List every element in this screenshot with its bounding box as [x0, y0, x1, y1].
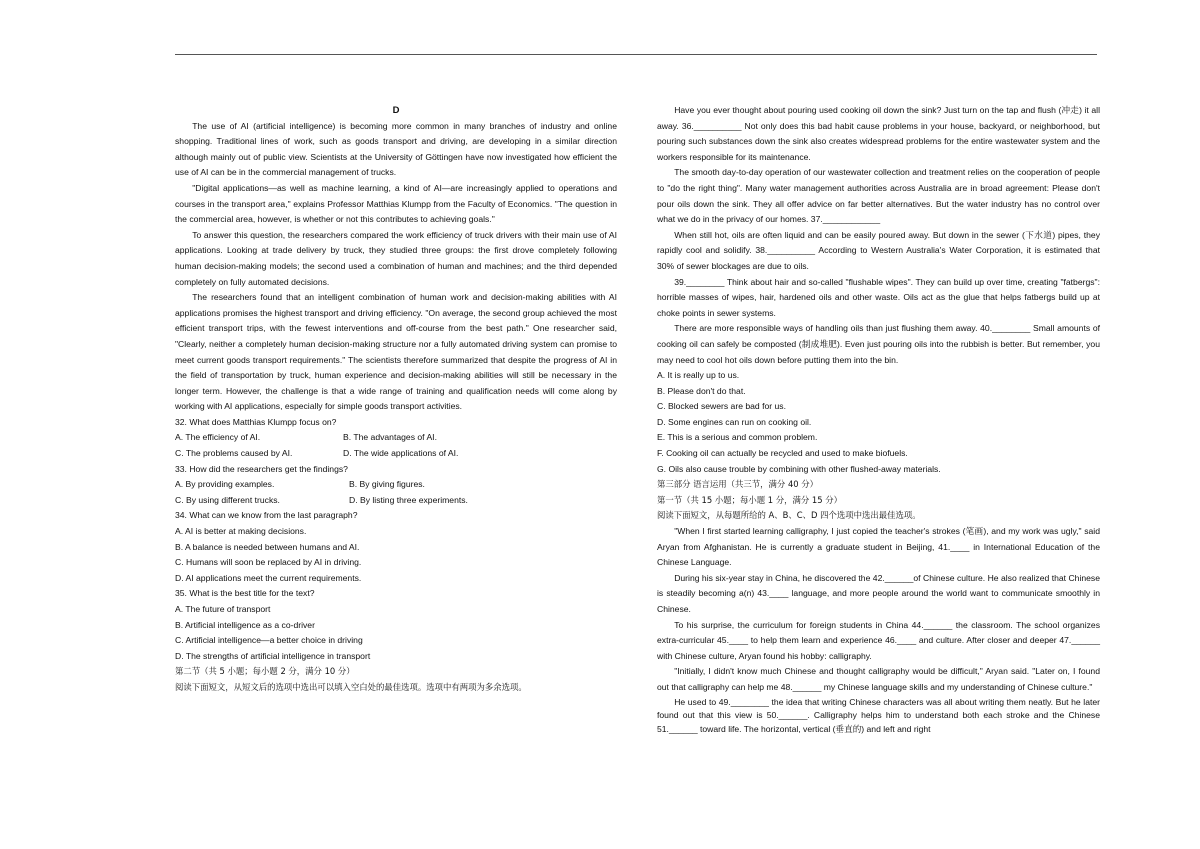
option-c: C. Artificial intelligence—a better choice in driving — [175, 635, 363, 646]
section-2-instructions: 阅读下面短文，从短文后的选项中选出可以填入空白处的最佳选项。选项中有两项为多余选项。 — [175, 681, 527, 692]
option-d: D. AI applications meet the current requirements. — [175, 572, 362, 583]
question-32-options-row-2 — [175, 446, 617, 462]
option-a: A. The efficiency of AI. — [175, 432, 261, 443]
section-1-instructions: 阅读下面短文，从每题所给的 A、B、C、D 四个选项中选出最佳选项。 — [657, 510, 921, 521]
question-35-stem: 35. What is the best title for the text? — [175, 588, 315, 599]
option-b: B. Artificial intelligence as a co-driver — [175, 619, 315, 630]
passage-paragraph: There are more responsible ways of handling oils than just flushing them away. 40.________ Small amounts of cooking oil can safely be composted (制成堆肥). Even just pouring oils into the rubbish is better. But remember, you may need to cool hot oils down before putting them into the bin. — [657, 323, 1100, 365]
section-2-heading: 第二节（共 5 小题；每小题 2 分，满分 10 分） — [175, 666, 355, 677]
passage-title: D — [392, 105, 400, 116]
question-33-stem: 33. How did the researchers get the findings? — [175, 463, 348, 474]
option-a: A. It is really up to us. — [657, 370, 740, 381]
option-c: C. The problems caused by AI. — [175, 448, 293, 459]
option-a: A. AI is better at making decisions. — [175, 526, 307, 537]
passage-paragraph: To answer this question, the researchers compared the work efficiency of truck drivers with their main use of AI applications. Looking at trade delivery by truck, they studied three groups: the first drove completely following human decision-making models; the second used a combination of human and machines; and the third depended completely on fully automated decisions. — [175, 229, 617, 287]
question-33-options-row-1 — [175, 477, 617, 493]
section-1-heading: 第一节（共 15 小题；每小题 1 分，满分 15 分） — [657, 494, 842, 505]
passage-paragraph: When still hot, oils are often liquid and can be easily poured away. But down in the sewer (下水道) pipes, they rapidly cool and solidify. 38.__________ According to Western Australia's Water Corporation, it is estimated that 30% of sewer blockages are due to oils. — [657, 229, 1100, 271]
option-d: D. By listing three experiments. — [349, 494, 468, 505]
option-f: F. Cooking oil can actually be recycled and used to make biofuels. — [657, 448, 908, 459]
passage-paragraph: "Digital applications—as well as machine learning, a kind of AI—are increasingly applied to operations and courses in the transport area," explains Professor Matthias Klumpp from the Faculty of Economics. "The question in the commercial area, however, is whether or not this contributes to achieving goals." — [175, 182, 617, 225]
passage-paragraph: The use of AI (artificial intelligence) is becoming more common in many branches of industry and online shopping. Traditional lines of work, such as goods transport and driving, are developing in a similar direction although mainly out of public view. Scientists at the University of Göttingen have now investigated how efficient the use of AI can be in the commercial management of trucks. — [175, 120, 617, 178]
option-a: A. By providing examples. — [175, 479, 275, 490]
passage-paragraph: During his six-year stay in China, he discovered the 42.______of Chinese culture. He also realized that Chinese is steadily becoming a(n) 43.____ language, and more people around the world want to communicate smoothly in Chinese. — [657, 572, 1100, 614]
part-3-heading: 第三部分 语言运用（共三节，满分 40 分） — [657, 479, 819, 490]
header-rule — [175, 54, 1097, 55]
passage-paragraph: "When I first started learning calligraphy, I just copied the teacher's strokes (笔画), and my work was ugly," said Aryan from Afghanistan. He is currently a graduate student in Beijing, 41.____ in International Education of the Chinese Language. — [657, 526, 1100, 568]
option-b: B. By giving figures. — [349, 479, 425, 490]
passage-paragraph: "Initially, I didn't know much Chinese and thought calligraphy would be difficult," Aryan said. "Later on, I found out that calligraphy can help me 48.______ my Chinese language skills and my understanding of Chinese culture." — [657, 666, 1100, 692]
right-column — [657, 103, 1100, 736]
option-d: D. The strengths of artificial intelligence in transport — [175, 650, 371, 661]
question-32-stem: 32. What does Matthias Klumpp focus on? — [175, 416, 337, 427]
passage-paragraph: To his surprise, the curriculum for foreign students in China 44.______ the classroom. The school organizes extra-curricular 45.____ to help them learn and experience 46.____ and culture. After closer and deeper 47.______ with Chinese culture, Aryan found his hobby: calligraphy. — [657, 619, 1100, 661]
option-a: A. The future of transport — [175, 604, 271, 614]
option-c: C. By using different trucks. — [175, 494, 280, 505]
passage-paragraph: The researchers found that an intelligent combination of human work and decision-making abilities with AI applications promises the highest transport and driving efficiency. "On average, the second group achieved the most efficient transport trips, with the fewest interventions and off-course from the best path." One researcher said, "Clearly, neither a completely human decision-making structure nor a fully automated driving system can promise to meet current goods transport requirements." The scientists therefore summarized that despite the progress of AI in the field of transportation by truck, human experience and decision-making abilities will still be necessary in the longer term. However, the challenge is that a wide range of training and qualification needs will come along by working with AI applications, especially for simple goods transport activities. — [175, 292, 617, 412]
question-34-stem: 34. What can we know from the last paragraph? — [175, 510, 358, 521]
passage-paragraph: He used to 49.________ the idea that writing Chinese characters was all about writing them neatly. But he later found out that this view is 50.______. Calligraphy helps him to understand both each stroke and the Chinese 51.______ toward life. The horizontal, vertical (垂直的) and left and right — [657, 696, 1100, 734]
question-33-options-row-2 — [175, 493, 617, 509]
question-32-options-row-1 — [175, 430, 617, 446]
option-c: C. Blocked sewers are bad for us. — [657, 401, 786, 412]
option-e: E. This is a serious and common problem. — [657, 432, 818, 443]
passage-paragraph: The smooth day-to-day operation of our wastewater collection and treatment relies on the cooperation of people to "do the right thing". Many water management authorities across Australia are in broad agreement: Please don't pour oils down the sink. They all offer advice on far better alternatives. But the water industry has no control over what we do in the privacy of our homes. 37.____________ — [657, 167, 1100, 225]
option-d: D. Some engines can run on cooking oil. — [657, 416, 812, 427]
passage-paragraph: 39.________ Think about hair and so-called "flushable wipes". They can build up over time, creating "fatbergs": horrible masses of wipes, hair, hardened oils and other waste. Oils act as the glue that helps fatbergs build up at choke points in sewer systems. — [657, 276, 1100, 318]
option-d: D. The wide applications of AI. — [343, 448, 459, 459]
left-column — [175, 103, 617, 696]
option-b: B. Please don't do that. — [657, 385, 746, 396]
option-g: G. Oils also cause trouble by combining with other flushed-away materials. — [657, 463, 941, 474]
passage-paragraph: Have you ever thought about pouring used cooking oil down the sink? Just turn on the tap and flush (冲走) it all away. 36.__________ Not only does this bad habit cause problems in your house, backyard, or neighborhood, but pouring such substances down the sink also creates widespread problems for the entire wastewater system and the workers responsible for its maintenance. — [657, 105, 1100, 162]
option-c: C. Humans will soon be replaced by AI in driving. — [175, 557, 362, 568]
option-b: B. A balance is needed between humans and AI. — [175, 541, 360, 552]
option-b: B. The advantages of AI. — [343, 432, 437, 443]
